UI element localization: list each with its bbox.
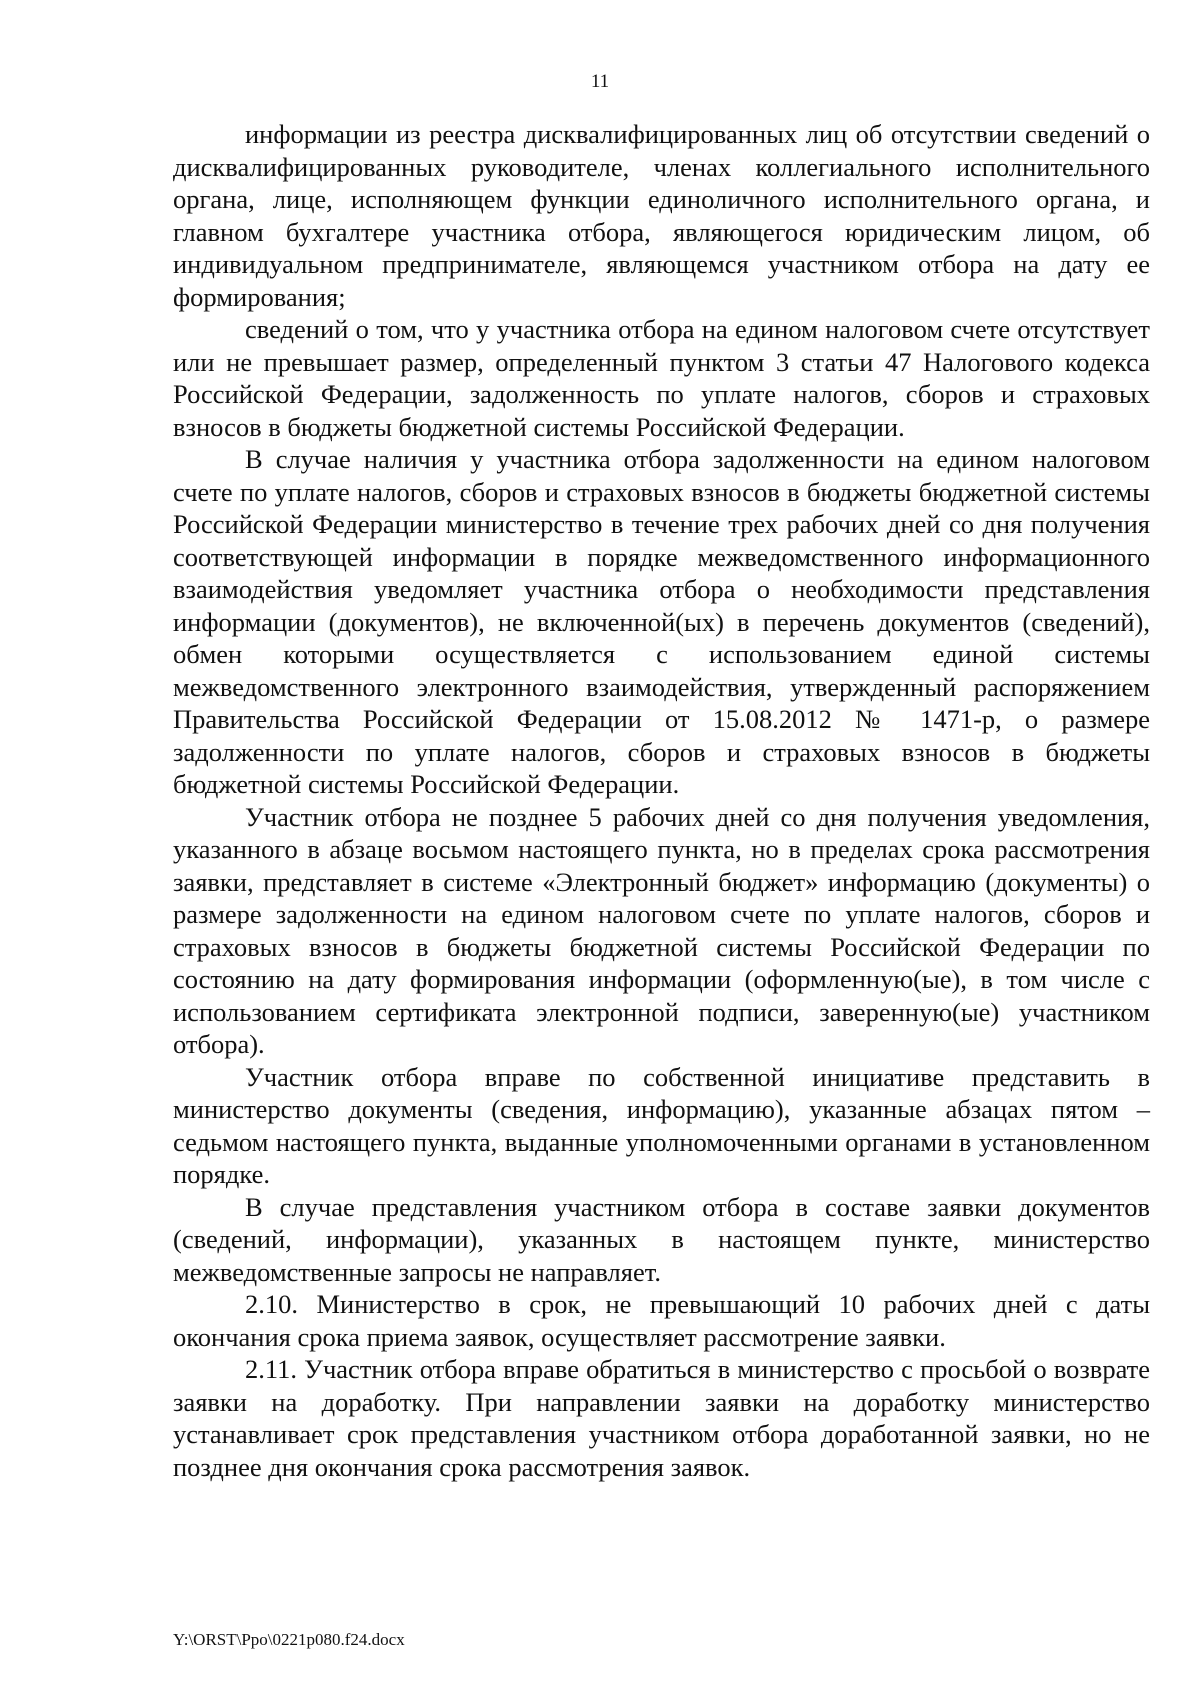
page-number: 11: [590, 71, 610, 92]
paragraph-no-requests: В случае представления участником отбора в составе заявки документов (сведений, информации), указанных в настоящем пункте, министерство межведомственные запросы не направляет.: [173, 1191, 1150, 1287]
paragraph-own-initiative: Участник отбора вправе по собственной инициативе представить в министерство документы (сведения, информацию), указанные абзацах пятом – седьмом настоящего пункта, выданные уполномоченными органами в установленном порядке.: [173, 1061, 1150, 1189]
paragraph-debt-notification: В случае наличия у участника отбора задолженности на едином налоговом счете по уплате налогов, сборов и страховых взносов в бюджеты бюджетной системы Российской Федерации министерство в течение трех рабочих дней со дня получения соответствующей информации в порядке межведомственного информационного взаимодействия уведомляет участника отбора о необходимости представления информации (документов), не включенной(ых) в перечень документов (сведений), обмен которыми осуществляется с использованием единой системы межведомственного электронного взаимодействия, утвержденный распоряжением Правительства Российской Федерации от 15.08.2012 № 1471-р, о размере задолженности по уплате налогов, сборов и страховых взносов в бюджеты бюджетной системы Российской Федерации.: [173, 444, 1150, 799]
paragraph-tax-debt-info: сведений о том, что у участника отбора на едином налоговом счете отсутствует или не превышает размер, определенный пунктом 3 статьи 47 Налогового кодекса Российской Федерации, задолженность по уплате налогов, сборов и страховых взносов в бюджеты бюджетной системы Российской Федерации.: [173, 314, 1150, 442]
paragraph-2-10: 2.10. Министерство в срок, не превышающий 10 рабочих дней с даты окончания срока приема заявок, осуществляет рассмотрение заявки.: [173, 1289, 1150, 1352]
document-body: [173, 118, 1150, 1483]
paragraph-participant-response: Участник отбора не позднее 5 рабочих дней со дня получения уведомления, указанного в абзаце восьмом настоящего пункта, но в пределах срока рассмотрения заявки, представляет в системе «Электронный бюджет» информацию (документы) о размере задолженности на едином налоговом счете по уплате налогов, сборов и страховых взносов в бюджеты бюджетной системы Российской Федерации по состоянию на дату формирования информации (оформленную(ые), в том числе с использованием сертификата электронной подписи, заверенную(ые) участником отбора).: [173, 801, 1150, 1059]
paragraph-2-11: 2.11. Участник отбора вправе обратиться в министерство с просьбой о возврате заявки на доработку. При направлении заявки на доработку министерство устанавливает срок представления участником отбора доработанной заявки, но не позднее дня окончания срока рассмотрения заявок.: [173, 1354, 1150, 1482]
footer-file-path: Y:\ORST\Ppo\0221p080.f24.docx: [173, 1630, 405, 1649]
paragraph-continuation: информации из реестра дисквалифицированных лиц об отсутствии сведений о дисквалифицированных руководителе, членах коллегиального исполнительного органа, лице, исполняющем функции единоличного исполнительного органа, и главном бухгалтере участника отбора, являющегося юридическим лицом, об индивидуальном предпринимателе, являющемся участником отбора на дату ее формирования;: [173, 119, 1150, 312]
